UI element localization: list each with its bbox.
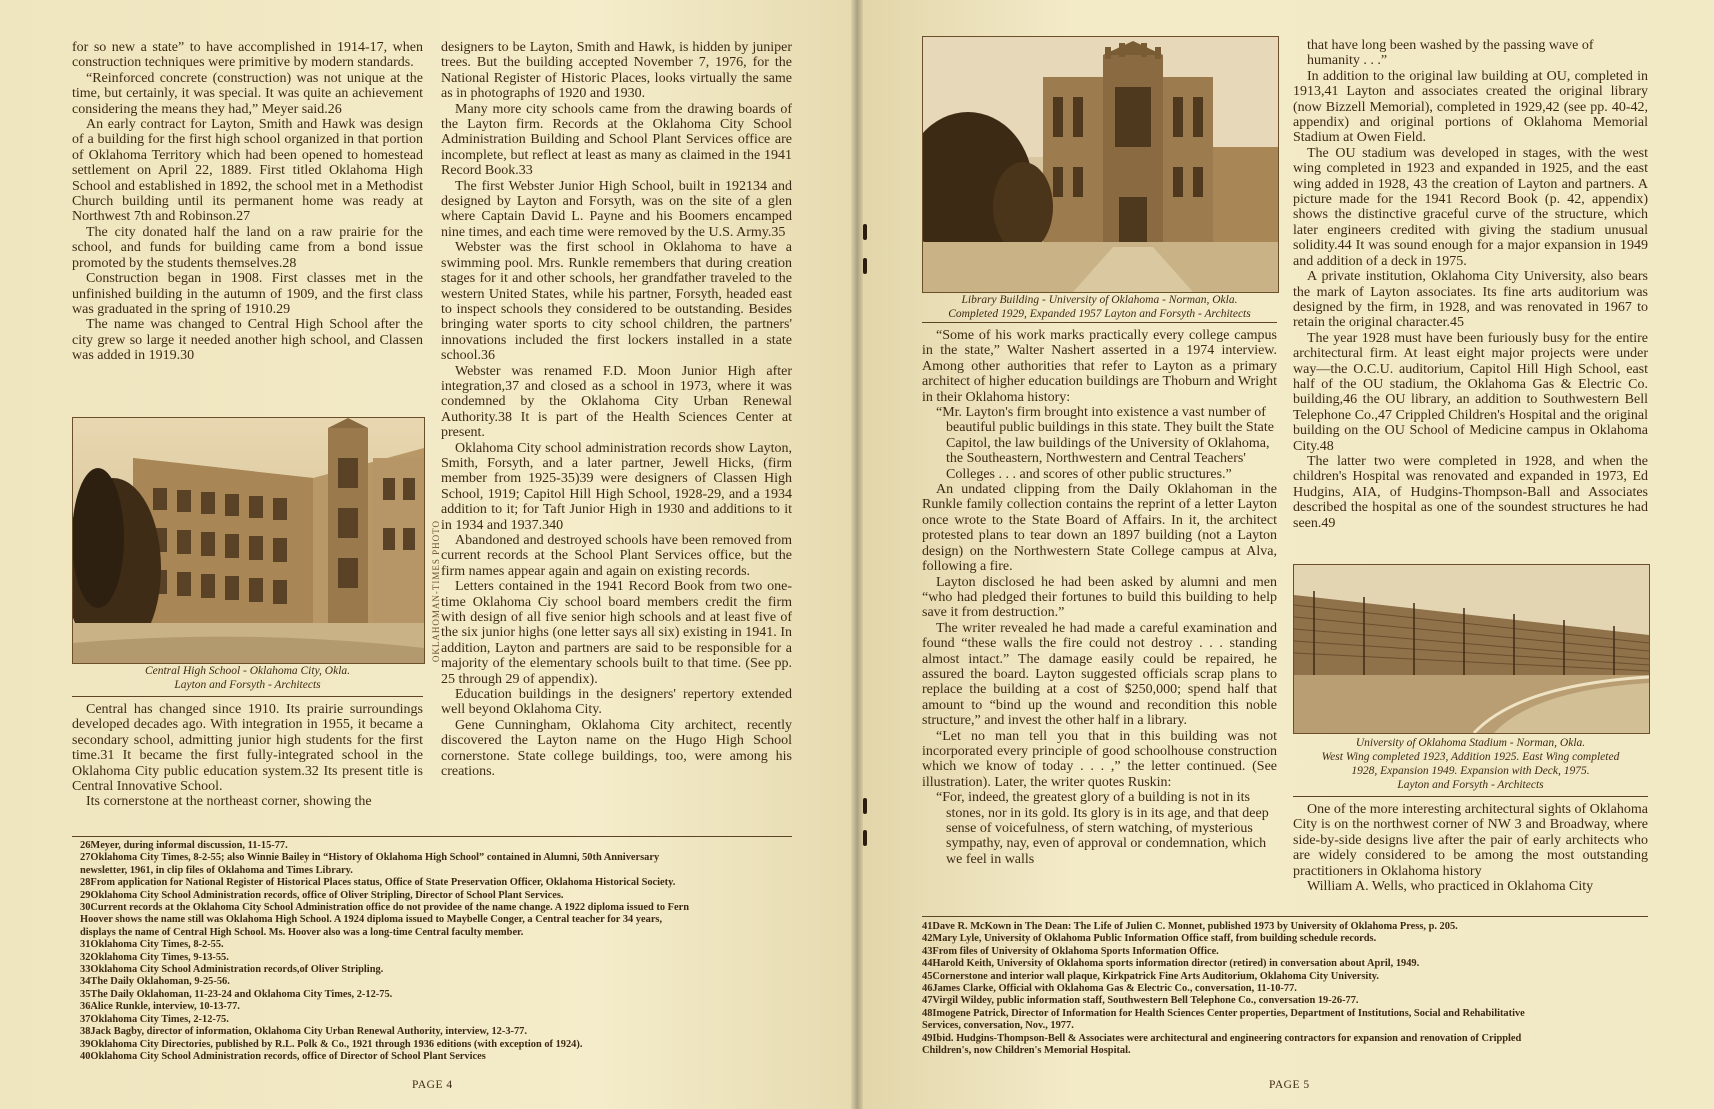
caption-line: 1928, Expansion 1949. Expansion with Deck, 1975. (1351, 765, 1590, 777)
footnote-line: 27Oklahoma City Times, 8-2-55; also Winnie Bailey in “History of Oklahoma High School” contained in Alumni, 50th Anniversary (80, 852, 660, 864)
binding-mark (863, 258, 867, 274)
footnote-rule (72, 836, 792, 837)
paragraph: William A. Wells, who practiced in Oklahoma City (1307, 879, 1594, 895)
book-gutter (851, 0, 863, 1109)
left-column-2 (441, 40, 792, 780)
right-column-1 (922, 328, 1277, 867)
paragraph: The year 1928 must have been furiously busy for the entire architectural firm. At least eight major projects were under way—the O.C.U. auditorium, Capitol Hill High School, east half of the OU stadium, the Oklahoma Gas & Electric Co. building,46 the OU library, an addition to Southwestern Bell Telephone Co.,47 Crippled Children's Hospital and the original building on the OU School of Medicine campus in Oklahoma City.48 (1293, 330, 1648, 454)
caption-line: Layton and Forsyth - Architects (1397, 779, 1544, 791)
paragraph: A private institution, Oklahoma City University, also bears the mark of Layton associates. Its fine arts auditorium was designed by the firm, in 1928, and was renovated in 1967 to retain the original character.45 (1293, 269, 1648, 331)
footnote-line: 35The Daily Oklahoman, 11-23-24 and Oklahoma City Times, 2-12-75. (80, 988, 393, 1000)
library-caption (922, 293, 1277, 321)
footnote-line: 45Cornerstone and interior wall plaque, Kirkpatrick Fine Arts Auditorium, Oklahoma City University. (922, 970, 1380, 982)
caption-rule (922, 322, 1277, 323)
photo-credit: OKLAHOMAN-TIMES PHOTO (431, 520, 441, 663)
footnote-line: 42Mary Lyle, University of Oklahoma Public Information Office staff, from building schedule records. (922, 933, 1377, 945)
paragraph: “For, indeed, the greatest glory of a building is not in its stones, nor in its gold. Its glory is in its age, and that deep sense of voicefulness, of stern watching, of mysterious sympathy, nay, even of approval or condemnation, which we feel in walls (936, 790, 1269, 867)
paragraph: for so new a state” to have accomplished in 1914-17, when construction techniques were primitive by modern standards. (72, 40, 423, 71)
footnote-line: 30Current records at the Oklahoma City School Administration office do not providee of the name change. A 1922 diploma issued to Fern (80, 902, 690, 914)
left-column-1-bottom (72, 702, 423, 810)
footnote-rule (922, 916, 1648, 917)
paragraph: Construction began in 1908. First classes met in the unfinished building in the autumn of 1909, and the first class was graduated in the spring of 1910.29 (72, 271, 423, 317)
caption-line: Central High School - Oklahoma City, Okla. (144, 665, 351, 677)
page-number: PAGE 4 (412, 1079, 453, 1091)
footnote-line: Services, conversation, Nov., 1977. (922, 1020, 1074, 1032)
footnote-line: 36Alice Runkle, interview, 10-13-77. (80, 1001, 240, 1013)
left-column-1-top (72, 40, 423, 364)
paragraph: One of the more interesting architectural sights of Oklahoma City is on the northwest corner of NW 3 and Broadway, where side-by-side designs live after the pair of early architects who are widely considered to be among the most outstanding practitioners in Oklahoma history (1293, 802, 1648, 879)
footnote-line: Hoover shows the name still was Oklahoma High School. A 1924 diploma issued to Maybelle Conger, a Central teacher for 34 years, (80, 914, 663, 926)
footnote-line: 39Oklahoma City Directories, published by R.L. Polk & Co., 1921 through 1936 editions (with exception of 1924). (80, 1038, 583, 1050)
footnote-line: newsletter, 1961, in clip files of Oklahoma and Times Library. (80, 864, 353, 876)
footnote-line: 47Virgil Wildey, public information staff, Southwestern Bell Telephone Co., conversation 19-26-77. (922, 995, 1359, 1007)
paragraph: “Mr. Layton's firm brought into existence a vast number of beautiful public buildings in this state. They built the State Capitol, the law buildings of the University of Oklahoma, the Southeastern, Northwestern and Central Teachers' Colleges . . . and scores of other public structures.” (936, 405, 1274, 482)
caption-rule (72, 696, 423, 697)
paragraph: An undated clipping from the Daily Oklahoman in the Runkle family collection contains the reprint of a letter Layton once wrote to the State Board of Affairs. In it, the architect protested plans to tear down an 1897 building (not a Layton design) on the Northwestern State College campus at Alva, following a fire. (922, 482, 1277, 575)
paragraph: “Some of his work marks practically every college campus in the state,” Walter Nashert asserted in a 1974 interview. Among other authorities that refer to Layton as a primary architect of higher education buildings are Thoburn and Wright in their Oklahoma history: (922, 328, 1277, 405)
paragraph: Oklahoma City school administration records show Layton, Smith, Forsyth, and a later partner, Jewell Hicks, (firm member from 1925-35)39 were designers of Classen High School, 1919; Capitol Hill High School, 1928-29, and a 1934 addition to it; for Taft Junior High in 1930 and additions to it in 1934 and 1937.340 (441, 440, 792, 533)
footnote-line: Children's, now Children's Memorial Hospital. (922, 1045, 1131, 1057)
paragraph: The first Webster Junior High School, built in 192134 and designed by Layton and Forsyth, was on the site of a glen where Captain David L. Payne and his Boomers encamped nine times, and each time were removed by the U.S. Army.35 (441, 178, 792, 240)
paragraph: Its cornerstone at the northeast corner, showing the (86, 794, 372, 810)
paragraph: Gene Cunningham, Oklahoma City architect, recently discovered the Layton name on the Hugo High School cornerstone. State college buildings, too, were among his creations. (441, 717, 792, 780)
paragraph: Central has changed since 1910. Its prairie surroundings developed decades ago. With integration in 1955, it became a secondary school, admitting junior high students for the first time.31 It became the first fully-integrated school in the Oklahoma City public education system.32 Its present title is Central Innovative School. (72, 702, 423, 795)
paragraph: Abandoned and destroyed schools have been removed from current records at the School Plant Services office, but the firm names appear again and again on existing records. (441, 533, 792, 579)
footnote-line: 29Oklahoma City School Administration records, office of Oliver Stripling, Director of School Plant Services. (80, 889, 564, 901)
footnote-line: 26Meyer, during informal discussion, 11-15-77. (80, 840, 288, 851)
footnote-line: 34The Daily Oklahoman, 9-25-56. (80, 976, 230, 988)
right-footnotes (922, 921, 1648, 1057)
footnote-line: 32Oklahoma City Times, 9-13-55. (80, 951, 229, 963)
footnote-line: 44Harold Keith, University of Oklahoma sports information director (retired) in conversation about April, 1949. (922, 958, 1420, 970)
footnote-line: 48Imogene Patrick, Director of Information for Health Sciences Center properties, Department of Institutions, Social and Rehabilitative (922, 1007, 1525, 1019)
right-column-2-top (1293, 38, 1648, 531)
page-5 (857, 0, 1714, 1109)
footnote-line: 40Oklahoma City School Administration records, office of Director of School Plant Services (80, 1050, 486, 1062)
page-number: PAGE 5 (1269, 1079, 1310, 1091)
paragraph: The name was changed to Central High School after the city grew so large it needed another high school, and Classen was added in 1919.30 (72, 317, 423, 364)
paragraph: “Let no man tell you that in this building was not incorporated every principle of good schoolhouse construction which we know of today . . . ,” the letter continued. (See illustration). Later, the writer quotes Ruskin: (922, 728, 1277, 790)
library-building-photo (922, 36, 1279, 293)
central-high-school-photo (72, 417, 425, 664)
caption-line: University of Oklahoma Stadium - Norman, Okla. (1355, 737, 1586, 749)
footnote-line: displays the name of Central High School. Ms. Hoover also was a long-time Central faculty member. (80, 926, 524, 938)
footnote-line: 43From files of University of Oklahoma Sports Information Office. (922, 945, 1219, 957)
paragraph: The city donated half the land on a raw prairie for the school, and funds for building came from a bond issue promoted by the students themselves.28 (72, 224, 423, 271)
caption-line: Layton and Forsyth - Architects (174, 679, 321, 691)
caption-line: Completed 1929, Expanded 1957 Layton and Forsyth - Architects (948, 308, 1251, 320)
paragraph: Layton disclosed he had been asked by alumni and men “who had pledged their fortunes to build this building to help save it from destruction.” (922, 574, 1277, 621)
footnote-line: 33Oklahoma City School Administration records,of Oliver Stripling. (80, 964, 384, 976)
paragraph: designers to be Layton, Smith and Hawk, is hidden by juniper trees. But the building accepted November 7, 1976, for the National Register of Historic Places, looks virtually the same as in photographs of 1920 and 1930. (441, 40, 792, 102)
paragraph: Letters contained in the 1941 Record Book from two one-time Oklahoma Ciy school board members credit the firm with design of all five senior high schools and at least five of the six junior highs (one letter says all six) existing in 1941. In addition, Layton and partners are said to be responsible for a majority of the elementary schools built to that time. (See pp. 25 through 29 of appendix). (441, 579, 792, 687)
footnote-line: 31Oklahoma City Times, 8-2-55. (80, 939, 224, 951)
left-footnotes (80, 840, 792, 1063)
paragraph: Many more city schools came from the drawing boards of the Layton firm. Records at the Oklahoma City School Administration Building and School Plant Services office are incomplete, but reflect at least as many as claimed in the 1941 Record Book.33 (441, 101, 792, 179)
binding-mark (863, 798, 867, 814)
binding-mark (863, 830, 867, 846)
stadium-photo (1293, 564, 1650, 734)
right-column-2-bottom (1293, 802, 1648, 894)
paragraph: In addition to the original law building at OU, completed in 1913,41 Layton and associates created the original library (now Bizzell Memorial), completed in 1929,42 (see pp. 40-42, appendix) and original portions of Oklahoma Memorial Stadium at Owen Field. (1293, 68, 1648, 146)
paragraph: An early contract for Layton, Smith and Hawk was design of a building for the first high school organized in that portion of Oklahoma Territory which had been opened to homestead settlement on April 22, 1889. First titled Oklahoma High School and established in 1892, the school met in a Methodist Church building until its permanent home was ready at Northwest 7th and Robinson.27 (72, 117, 423, 225)
paragraph: that have long been washed by the passing wave of humanity . . .” (1307, 38, 1594, 69)
caption-line: West Wing completed 1923, Addition 1925. East Wing completed (1321, 751, 1620, 763)
paragraph: The OU stadium was developed in stages, with the west wing completed in 1923 and expanded in 1925, and the east wing added in 1928, 43 the creation of Layton and partners. A picture made for the 1941 Record Book (p. 42, appendix) shows the distinctive graceful curve of the structure, which later engineers credited with giving the stadium unusual solidity.44 It was sound enough for a major expansion in 1949 and addition of a deck in 1975. (1293, 145, 1648, 269)
binding-mark (863, 224, 867, 240)
paragraph: Webster was renamed F.D. Moon Junior High after integration,37 and closed as a school in 1973, where it was condemned by the Oklahoma City Urban Renewal Authority.38 It is part of the Health Sciences Center at present. (441, 363, 792, 441)
paragraph: The writer revealed he had made a careful examination and found “these walls the fire could not destroy . . . standing almost intact.” The damage easily could be repaired, he assured the board. Layton suggested officials scrap plans to replace the building at a cost of $250,000; spend half that amount to “bind up the wound and recondition this noble structure,” and invest the other half in a library. (922, 620, 1277, 729)
paragraph: The latter two were completed in 1928, and when the children's Hospital was renovated and expanded in 1973, Ed Hudgins, AIA, of Hudgins-Thompson-Ball and Associates described the hospital as one of the soundest structures he had seen.49 (1293, 453, 1648, 531)
footnote-line: 49Ibid. Hudgins-Thompson-Bell & Associates were architectural and engineering contractors for expansion and renovation of Crippled (922, 1032, 1522, 1044)
footnote-line: 46James Clarke, Official with Oklahoma Gas & Electric Co., conversation, 11-10-77. (922, 983, 1297, 995)
paragraph: Education buildings in the designers' repertory extended well beyond Oklahoma City. (441, 687, 792, 718)
caption-line: Library Building - University of Oklahoma - Norman, Okla. (961, 294, 1238, 306)
footnote-line: 41Dave R. McKown in The Dean: The Life of Julien C. Monnet, published 1973 by University of Oklahoma Press, p. 205. (922, 921, 1458, 932)
stadium-caption (1293, 736, 1648, 792)
footnote-line: 38Jack Bagby, director of information, Oklahoma City Urban Renewal Authority, interview, 12-3-77. (80, 1026, 527, 1038)
footnote-line: 28From application for National Register of Historical Places status, Office of State Preservation Officer, Oklahoma Historical Society. (80, 877, 676, 889)
central-high-caption (72, 664, 423, 692)
paragraph: Webster was the first school in Oklahoma to have a swimming pool. Mrs. Runkle remembers that during creation stages for it and other schools, her grandfather traveled to the western United States, while his partner, Forsyth, headed east to inspect schools they considered to be outstanding. Besides bringing water sports to city school children, the partners' innovations included the first lockers installed in a state school.36 (441, 240, 792, 364)
paragraph: “Reinforced concrete (construction) was not unique at the time, but certainly, it was special. It was quite an achievement considering the means they had,” Meyer said.26 (72, 70, 423, 117)
caption-rule (1293, 796, 1648, 797)
footnote-line: 37Oklahoma City Times, 2-12-75. (80, 1013, 229, 1025)
